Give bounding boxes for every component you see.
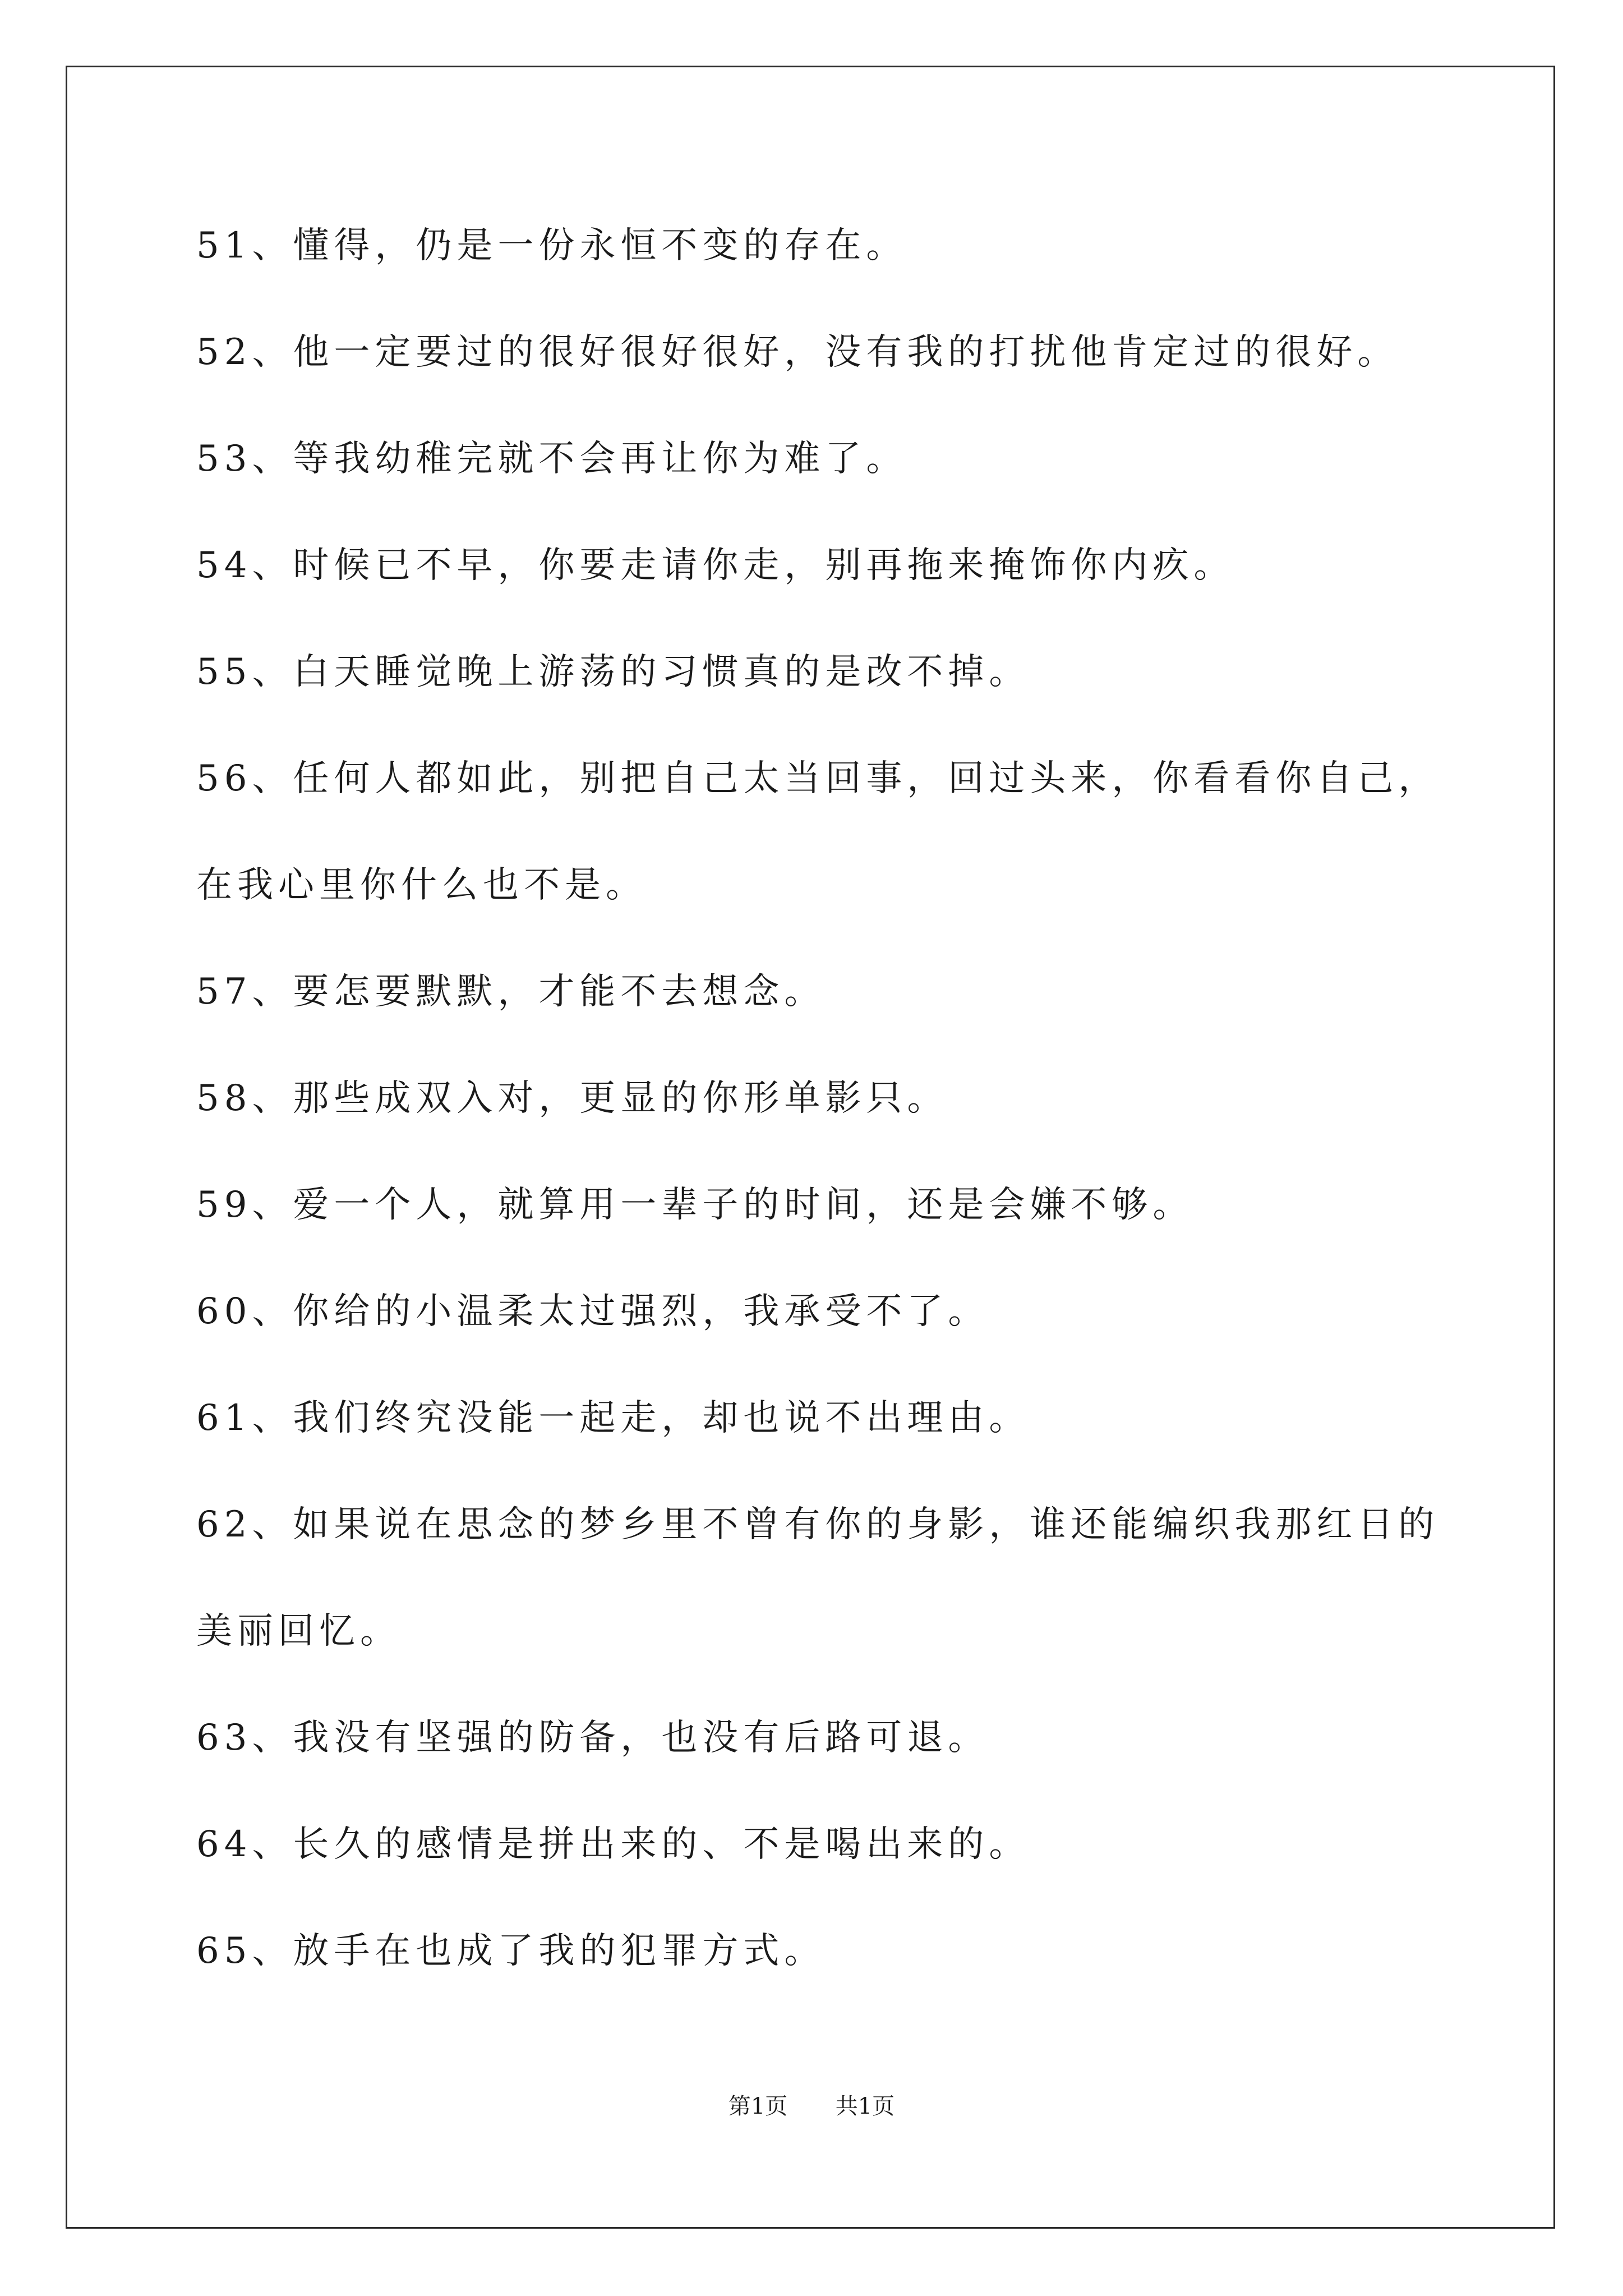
text-line: 58、那些成双入对，更显的你形单影只。 [196, 1078, 948, 1119]
text-line: 57、要怎要默默，才能不去想念。 [196, 971, 826, 1013]
text-line: 59、爱一个人，就算用一辈子的时间，还是会嫌不够。 [196, 1184, 1194, 1226]
text-line: 52、他一定要过的很好很好很好，没有我的打扰他肯定过的很好。 [196, 332, 1399, 373]
text-line: 64、长久的感情是拼出来的、不是喝出来的。 [196, 1824, 1030, 1865]
page-number: 第1页 [728, 2093, 788, 2119]
text-line: 61、我们终究没能一起走，却也说不出理由。 [196, 1397, 1030, 1439]
text-line: 60、你给的小温柔太过强烈，我承受不了。 [196, 1291, 989, 1332]
text-line: 在我心里你什么也不是。 [196, 864, 647, 906]
text-line: 55、白天睡觉晚上游荡的习惯真的是改不掉。 [196, 651, 1030, 693]
text-line: 65、放手在也成了我的犯罪方式。 [196, 1930, 826, 1972]
text-line: 美丽回忆。 [196, 1611, 401, 1652]
page-footer [0, 2092, 1623, 2120]
text-line: 62、如果说在思念的梦乡里不曾有你的身影，谁还能编织我那红日的 [196, 1504, 1440, 1545]
page-total: 共1页 [835, 2093, 895, 2119]
text-line: 56、任何人都如此，别把自己太当回事，回过头来，你看看你自己， [196, 758, 1440, 799]
text-line: 51、懂得，仍是一份永恒不变的存在。 [196, 225, 907, 266]
text-line: 53、等我幼稚完就不会再让你为难了。 [196, 438, 907, 480]
text-line: 54、时候已不早，你要走请你走，别再拖来掩饰你内疚。 [196, 545, 1235, 586]
document-body [196, 219, 1464, 2031]
text-line: 63、我没有坚强的防备，也没有后路可退。 [196, 1717, 989, 1759]
